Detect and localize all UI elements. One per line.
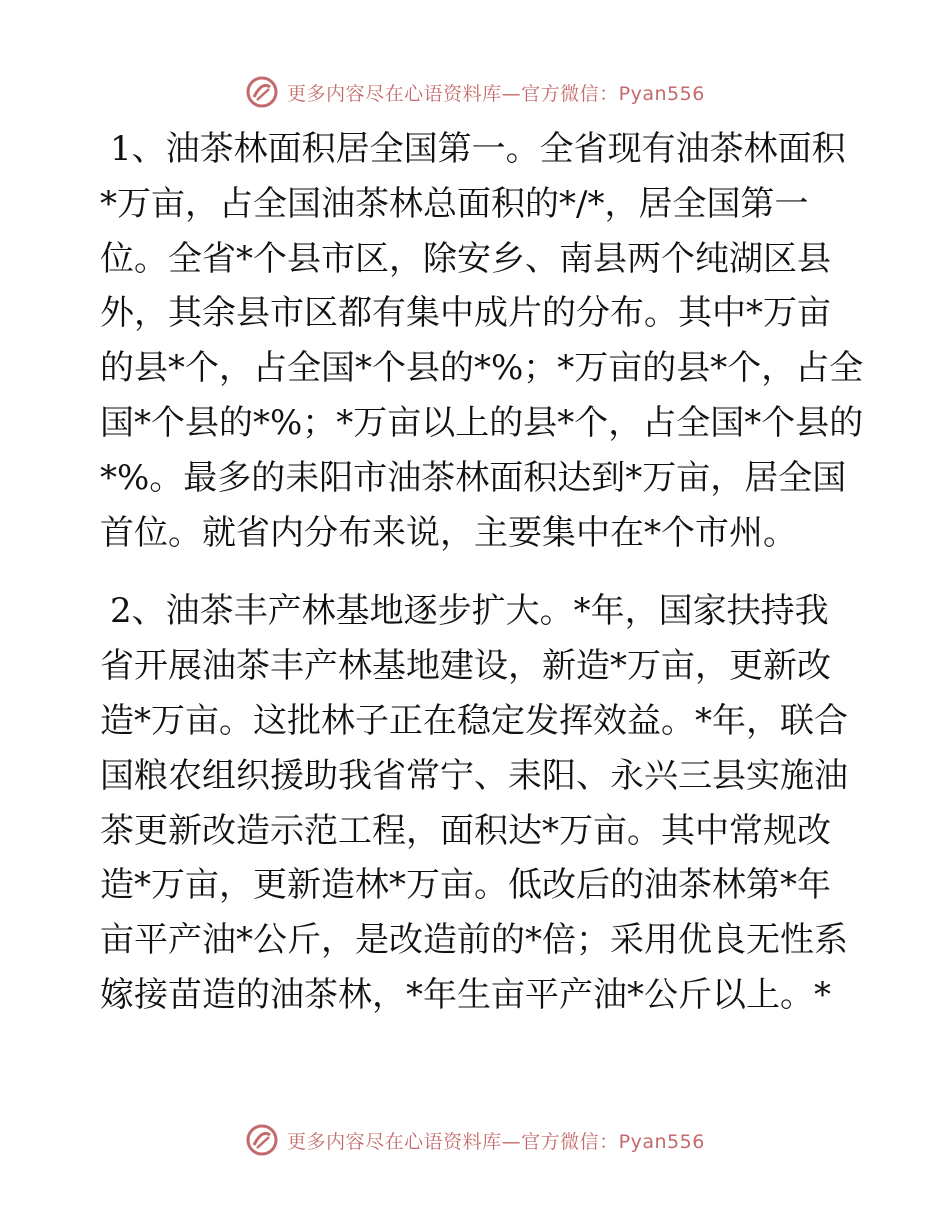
paragraph-1	[100, 122, 864, 560]
text-line: 位。全省*个县市区，除安乡、南县两个纯湖区县	[100, 238, 831, 279]
watermark-text: 更多内容尽在心语资料库—官方微信：Pyan556	[287, 82, 705, 105]
document-body	[100, 122, 864, 1047]
text-line: 国*个县的*%；*万亩以上的县*个，占全国*个县的	[100, 402, 864, 443]
text-line: 造*万亩。这批林子正在稳定发挥效益。*年，联合	[100, 700, 848, 741]
text-line: 嫁接苗造的油茶林，*年生亩平产油*公斤以上。*	[100, 974, 831, 1015]
watermark-text: 更多内容尽在心语资料库—官方微信：Pyan556	[287, 1130, 705, 1153]
paragraph-2	[100, 584, 850, 1022]
text-line: 国粮农组织援助我省常宁、耒阳、永兴三县实施油	[100, 755, 848, 796]
text-line: 造*万亩，更新造林*万亩。低改后的油茶林第*年	[100, 865, 831, 906]
text-line: 外，其余县市区都有集中成片的分布。其中*万亩	[100, 293, 831, 334]
watermark-logo-icon	[245, 1123, 279, 1157]
text-line: 亩平产油*公斤，是改造前的*倍；采用优良无性系	[100, 920, 848, 961]
text-line: 茶更新改造示范工程，面积达*万亩。其中常规改	[100, 810, 831, 851]
watermark-logo-icon	[245, 75, 279, 109]
text-line: *万亩，占全国油茶林总面积的*/*，居全国第一	[100, 183, 809, 224]
text-line: *%。最多的耒阳市油茶林面积达到*万亩，居全国	[100, 457, 847, 498]
text-line: 首位。就省内分布来说，主要集中在*个市州。	[100, 512, 797, 553]
text-line: 省开展油茶丰产林基地建设，新造*万亩，更新改	[100, 646, 831, 687]
text-line: 的县*个，占全国*个县的*%；*万亩的县*个，占全	[100, 348, 864, 389]
text-line: 1、油茶林面积居全国第一。全省现有油茶林面积	[110, 129, 846, 169]
text-line: 2、油茶丰产林基地逐步扩大。*年，国家扶持我	[110, 591, 829, 632]
footer-watermark	[0, 1120, 950, 1160]
header-watermark	[0, 72, 950, 112]
